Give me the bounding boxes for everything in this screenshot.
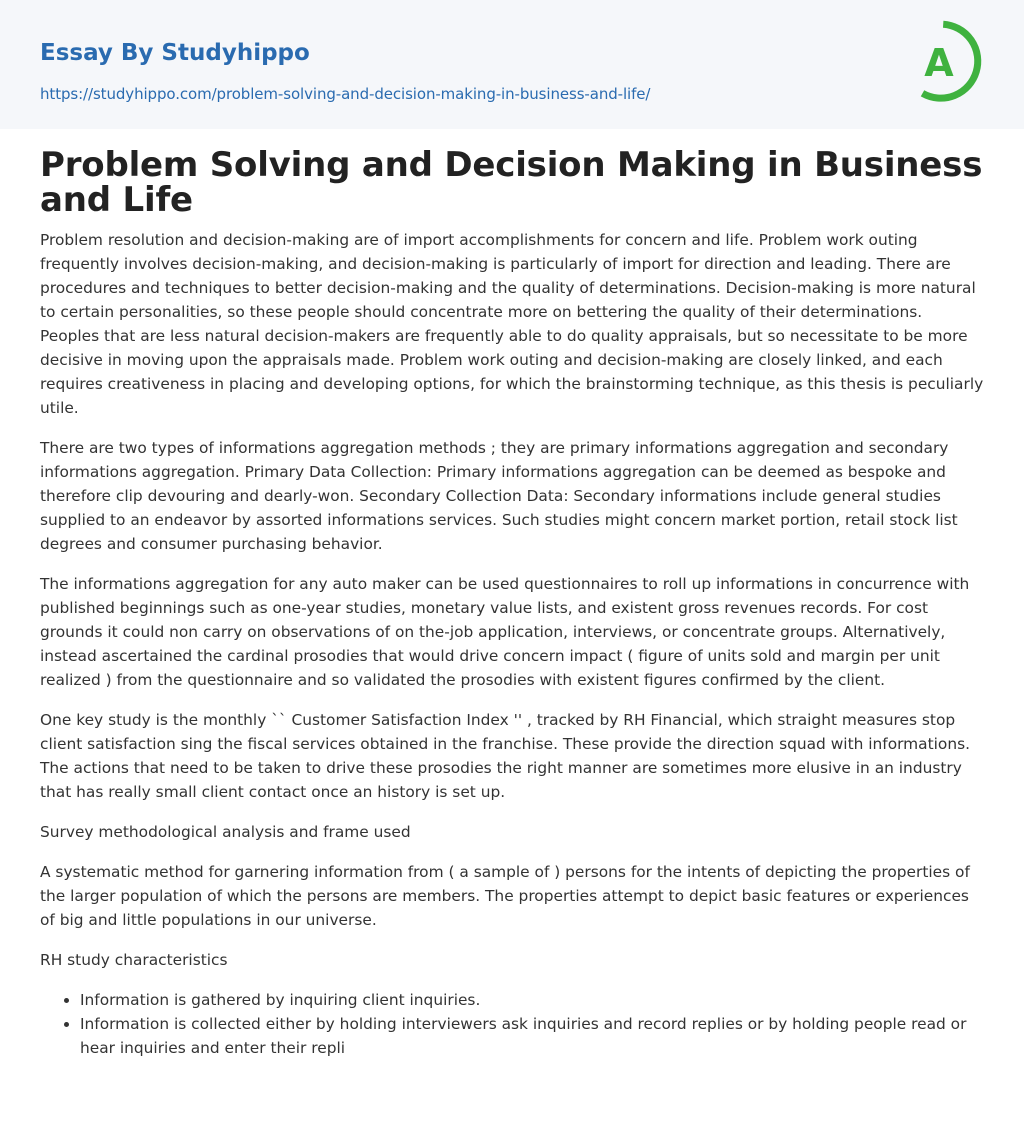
site-header [0,0,1024,129]
article-paragraph: A systematic method for garnering information from ( a sample of ) persons for the intents of depicting the properties of the larger population of which the persons are members. The properties attempt to depict basic features or experiences of big and little populations in our universe. [40,863,970,929]
article-paragraph: One key study is the monthly `` Customer Satisfaction Index '' , tracked by RH Financial, which straight measures stop client satisfaction sing the fiscal services obtained in the franchise. These provide the direction squad with informations. The actions that need to be taken to drive these prosodies the right manner are sometimes more elusive in an industry that has really small client contact once an history is set up. [40,711,970,801]
article-paragraph: There are two types of informations aggregation methods ; they are primary informations aggregation and secondary informations aggregation. Primary Data Collection: Primary informations aggregation can be deemed as bespoke and therefore clip devouring and dearly-won. Secondary Collection Data: Secondary informations include general studies supplied to an endeavor by assorted informations services. Such studies might concern market portion, retail stock list degrees and consumer purchasing behavior. [40,439,958,553]
bullet-list [40,988,984,1060]
bullet-item: • Information is gathered by inquiring client inquiries. [80,988,984,1012]
logo-letter: A [924,41,954,85]
article-url-link[interactable]: https://studyhippo.com/problem-solving-and-decision-making-in-business-and-life/ [40,85,651,103]
article-paragraph: Problem resolution and decision-making are of import accomplishments for concern and life. Problem work outing frequently involves decision-making, and decision-making is particularly of import for direction and leading. There are procedures and techniques to better decision-making and the quality of determinations. Decision-making is more natural to certain personalities, so these people should concentrate more on bettering the quality of their determinations. Peoples that are less natural decision-makers are frequently able to do quality appraisals, but so necessitate to be more decisive in moving upon the appraisals made. Problem work outing and decision-making are closely linked, and each requires creativeness in placing and developing options, for which the brainstorming technique, as this thesis is peculiarly utile. [40,231,984,417]
article-content [40,145,984,1060]
section-heading: Survey methodological analysis and frame used [40,823,411,841]
article-title: Problem Solving and Decision Making in Business and Life [40,145,983,220]
article-paragraph: The informations aggregation for any auto maker can be used questionnaires to roll up informations in concurrence with published beginnings such as one-year studies, monetary value lists, and existent gross revenues records. For cost grounds it could non carry on observations of on the-job application, interviews, or concentrate groups. Alternatively, instead ascertained the cardinal prosodies that would drive concern impact ( figure of units sold and margin per unit realized ) from the questionnaire and so validated the prosodies with existent figures confirmed by the client. [40,575,970,689]
section-heading: RH study characteristics [40,951,228,969]
bullet-item: • Information is collected either by holding interviewers ask inquiries and record replies or by holding people read or hear inquiries and enter their repli [80,1012,984,1060]
site-brand[interactable]: Essay By Studyhippo [40,40,310,66]
studyhippo-logo-icon[interactable] [912,18,988,106]
